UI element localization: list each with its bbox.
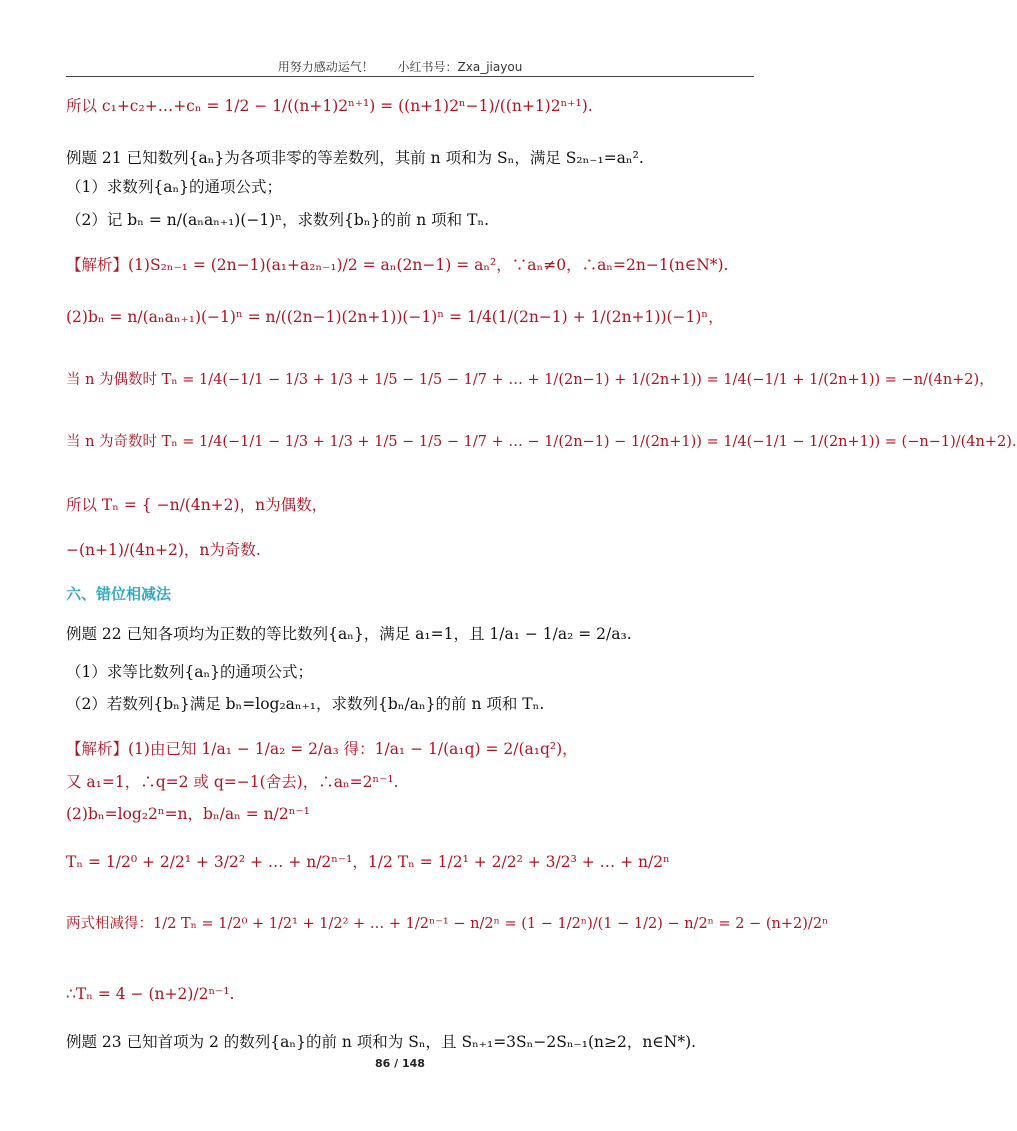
line-8-case-even: 所以 Tₙ = { −n/(4n+2)，n为偶数， [66, 496, 328, 514]
line-14-solution: 【解析】(1)由已知 1/a₁ − 1/a₂ = 2/a₃ 得：1/a₁ − 1/(a₁q) = 2/(a₁q²)， [66, 740, 578, 758]
page-header [0, 58, 800, 75]
line-18: 两式相减得：1/2 Tₙ = 1/2⁰ + 1/2¹ + 1/2² + … + 1/2ⁿ⁻¹ − n/2ⁿ = (1 − 1/2ⁿ)/(1 − 1/2) − n/2ⁿ = 2 − (n+2)/2ⁿ [66, 916, 829, 932]
line-1-example21: 例题 21 已知数列{aₙ}为各项非零的等差数列，其前 n 项和为 Sₙ，满足 S₂ₙ₋₁=aₙ². [66, 149, 644, 167]
header-motto: 用努力感动运气！ [277, 60, 374, 74]
line-6-even: 当 n 为偶数时 Tₙ = 1/4(−1/1 − 1/3 + 1/3 + 1/5 − 1/5 − 1/7 + … + 1/(2n−1) + 1/(2n+1)) = 1/4(−1/1 + 1/(2n+1)) = −n/(4n+2)， [66, 372, 994, 388]
line-12: （1）求等比数列{aₙ}的通项公式； [66, 663, 314, 681]
section-heading: 六、错位相减法 [66, 585, 172, 603]
line-9-case-odd: −(n+1)/(4n+2)，n为奇数. [66, 541, 261, 559]
line-7-odd: 当 n 为奇数时 Tₙ = 1/4(−1/1 − 1/3 + 1/3 + 1/5 − 1/5 − 1/7 + … − 1/(2n−1) − 1/(2n+1)) = 1/4(−1/1 − 1/(2n+1)) = (−n−1)/(4n+2). [66, 434, 1017, 450]
line-19: ∴Tₙ = 4 − (n+2)/2ⁿ⁻¹. [66, 985, 235, 1003]
line-20-example23: 例题 23 已知首项为 2 的数列{aₙ}的前 n 项和为 Sₙ，且 Sₙ₊₁=3Sₙ−2Sₙ₋₁(n≥2，n∈N*). [66, 1033, 697, 1051]
line-2: （1）求数列{aₙ}的通项公式； [66, 178, 283, 196]
line-17: Tₙ = 1/2⁰ + 2/2¹ + 3/2² + … + n/2ⁿ⁻¹，1/2 Tₙ = 1/2¹ + 2/2² + 3/2³ + … + n/2ⁿ [66, 853, 670, 871]
line-3: （2）记 bₙ = n/(aₙaₙ₊₁)(−1)ⁿ，求数列{bₙ}的前 n 项和 Tₙ. [66, 211, 490, 229]
header-social: 小红书号：Zxa_jiayou [397, 60, 523, 74]
header-rule [66, 76, 754, 77]
line-13: （2）若数列{bₙ}满足 bₙ=log₂aₙ₊₁，求数列{bₙ/aₙ}的前 n 项和 Tₙ. [66, 695, 545, 713]
line-4-solution: 【解析】(1)S₂ₙ₋₁ = (2n−1)(a₁+a₂ₙ₋₁)/2 = aₙ(2n−1) = aₙ²，∵aₙ≠0，∴aₙ=2n−1(n∈N*). [66, 256, 729, 274]
line-11-example22: 例题 22 已知各项均为正数的等比数列{aₙ}，满足 a₁=1，且 1/a₁ − 1/a₂ = 2/a₃. [66, 625, 632, 643]
line-0: 所以 c₁+c₂+…+cₙ = 1/2 − 1/((n+1)2ⁿ⁺¹) = ((n+1)2ⁿ−1)/((n+1)2ⁿ⁺¹). [66, 97, 593, 115]
line-5: (2)bₙ = n/(aₙaₙ₊₁)(−1)ⁿ = n/((2n−1)(2n+1))(−1)ⁿ = 1/4(1/(2n−1) + 1/(2n+1))(−1)ⁿ， [66, 308, 724, 326]
line-16: (2)bₙ=log₂2ⁿ=n，bₙ/aₙ = n/2ⁿ⁻¹ [66, 805, 310, 823]
page-number: 86 / 148 [375, 1057, 425, 1070]
line-15: 又 a₁=1，∴q=2 或 q=−1(舍去)，∴aₙ=2ⁿ⁻¹. [66, 773, 399, 791]
